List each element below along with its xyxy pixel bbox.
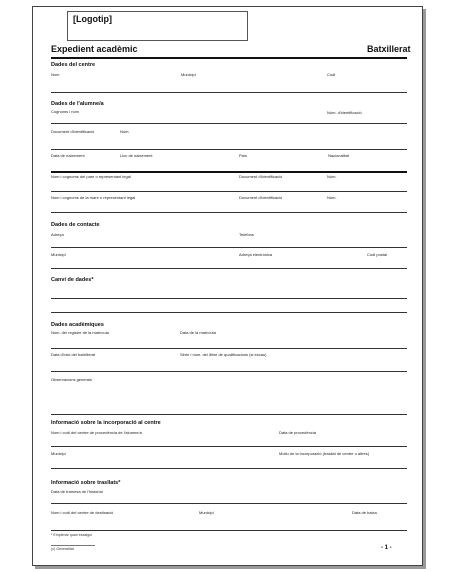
ident-number-label: Núm. d'identificació xyxy=(327,110,362,115)
field-line xyxy=(51,298,407,299)
reason-label: Motiu de la incorporació (trasllat de centre o altres) xyxy=(279,451,370,456)
section-incorporation: Informació sobre la incorporació al centre xyxy=(51,420,161,426)
copyright: (c) Generalitat xyxy=(51,547,74,551)
field-line xyxy=(51,312,407,313)
title-divider xyxy=(51,57,407,59)
centre-municipality-label: Municipi xyxy=(181,72,196,77)
stage-label: Batxillerat xyxy=(367,44,411,54)
field-line xyxy=(51,446,407,447)
section-academic: Dades acadèmiques xyxy=(51,322,104,328)
mother-doc-label: Document d'identificació xyxy=(239,195,283,200)
section-transfer: Informació sobre trasllats* xyxy=(51,480,121,486)
father-label: Nom i cognoms del pare o representant legal xyxy=(51,174,131,179)
birth-place-label: Lloc de naixement xyxy=(120,153,153,158)
field-line xyxy=(51,149,407,150)
enrollment-date-label: Data de la matrícula xyxy=(180,330,216,335)
address-label: Adreça xyxy=(51,232,64,237)
id-num-label: Núm. xyxy=(120,129,130,134)
observations-label: Observacions generals xyxy=(51,377,92,382)
exit-date-label: Data de baixa xyxy=(352,510,377,515)
birth-date-label: Data de naixement xyxy=(51,153,85,158)
nationality-label: Nacionalitat xyxy=(328,153,349,158)
footnote: * Emplenar quan escaigui xyxy=(51,533,92,537)
field-line xyxy=(51,191,407,192)
origin-date-label: Data de procedència xyxy=(279,430,316,435)
transfer-date-label: Data de tramesa de l'historial xyxy=(51,489,103,494)
document-page xyxy=(32,6,423,566)
section-student: Dades de l'alumne/a xyxy=(51,101,104,107)
contact-municipality-label: Municipi xyxy=(51,252,66,257)
origin-centre-label: Nom i codi del centre de procedència de l'alumne/a xyxy=(51,430,142,435)
field-line xyxy=(51,503,407,504)
footer-rule xyxy=(51,545,95,546)
field-line xyxy=(51,468,407,469)
incorporation-municipality-label: Municipi xyxy=(51,451,66,456)
document-title: Expedient acadèmic xyxy=(51,44,138,54)
field-line xyxy=(51,123,407,124)
father-doc-label: Document d'identificació xyxy=(239,174,283,179)
logo-placeholder: [Logotip] xyxy=(73,14,112,24)
father-num-label: Núm. xyxy=(327,174,337,179)
centre-code-label: Codi xyxy=(327,72,336,77)
postal-code-label: Codi postal xyxy=(367,252,388,257)
mother-num-label: Núm. xyxy=(327,195,337,200)
phone-label: Telèfons xyxy=(239,232,254,237)
field-line xyxy=(51,348,407,349)
field-line xyxy=(51,414,407,415)
section-address-change: Canvi de dades* xyxy=(51,277,94,283)
start-date-label: Data d'inici del batxillerat xyxy=(51,352,96,357)
field-line xyxy=(51,212,407,213)
email-label: Adreça electrònica xyxy=(239,252,273,257)
registry-label: Núm. del registre de la matrícula xyxy=(51,330,109,335)
mother-label: Nom i cognoms de la mare o representant legal xyxy=(51,195,136,200)
surnames-name-label: Cognoms i nom xyxy=(51,109,80,114)
page-number: - 1 - xyxy=(381,545,392,551)
field-line xyxy=(51,371,407,372)
centre-name-label: Nom xyxy=(51,72,60,77)
logo-box xyxy=(67,11,248,41)
field-line xyxy=(51,268,407,269)
transfer-municipality-label: Municipi xyxy=(199,510,214,515)
dest-centre-label: Nom i codi del centre de destinació xyxy=(51,510,114,515)
id-doc-label: Document d'identificació xyxy=(51,129,95,134)
field-line xyxy=(51,92,407,93)
field-line xyxy=(51,171,407,173)
series-label: Sèrie i núm. del llibre de qualificacions (si escau) xyxy=(180,352,267,357)
field-line xyxy=(51,247,407,248)
field-line xyxy=(51,530,407,531)
section-contact: Dades de contacte xyxy=(51,222,100,228)
section-centre: Dades del centre xyxy=(51,62,96,68)
country-label: País xyxy=(239,153,248,158)
